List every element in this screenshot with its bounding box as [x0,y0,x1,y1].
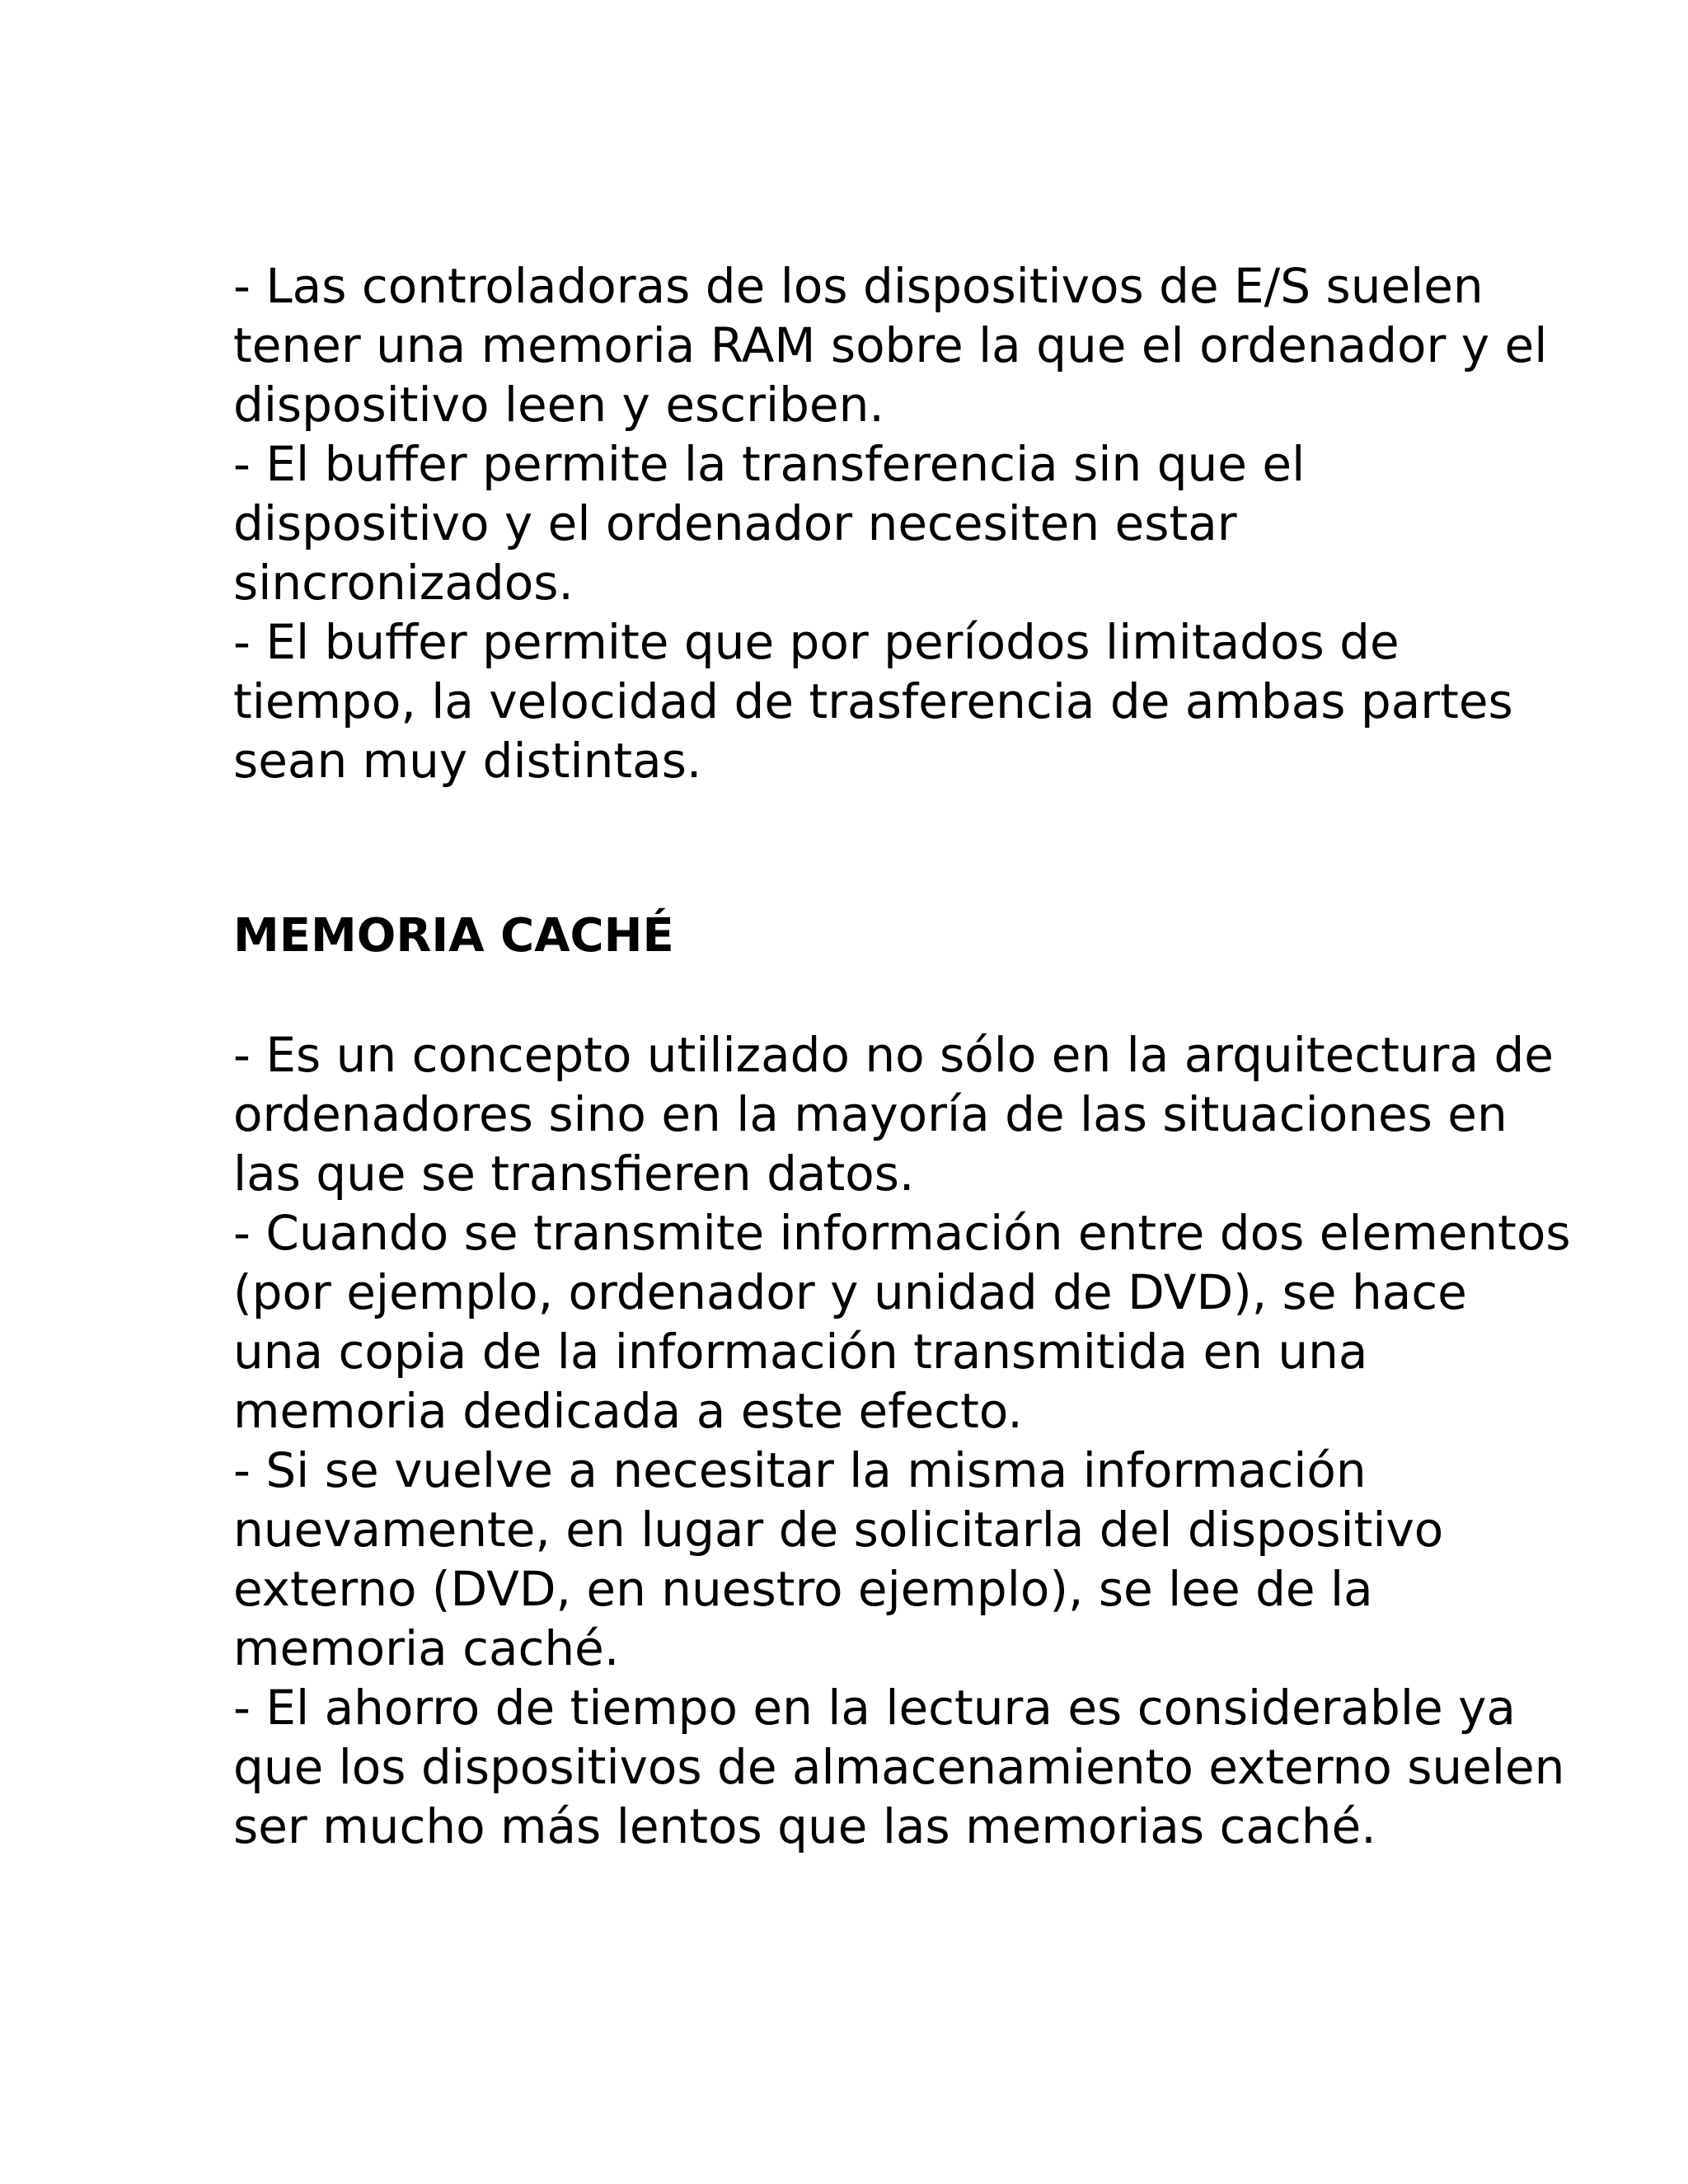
text-line: que los dispositivos de almacenamiento externo suelen [233,1739,1565,1795]
text-line: - El buffer permite la transferencia sin que el [233,436,1306,492]
section-heading: MEMORIA CACHÉ [233,909,674,963]
text-line: - Cuando se transmite información entre dos elementos [233,1205,1571,1261]
text-line: - Si se vuelve a necesitar la misma información [233,1442,1367,1498]
text-line: memoria caché. [233,1620,620,1676]
text-line: sean muy distintas. [233,733,702,789]
text-line: nuevamente, en lugar de solicitarla del dispositivo [233,1502,1444,1558]
text-line: - El ahorro de tiempo en la lectura es considerable ya [233,1680,1516,1736]
text-line: ordenadores sino en la mayoría de las situaciones en [233,1086,1507,1142]
text-line: - Es un concepto utilizado no sólo en la arquitectura de [233,1027,1554,1083]
text-line: memoria dedicada a este efecto. [233,1383,1023,1439]
buffer-paragraph [233,256,1548,790]
text-line: sincronizados. [233,555,574,611]
text-line: - El buffer permite que por períodos limitados de [233,614,1400,670]
cache-paragraph [233,1025,1571,1856]
text-line: externo (DVD, en nuestro ejemplo), se lee de la [233,1561,1373,1617]
text-line: ser mucho más lentos que las memorias caché. [233,1798,1376,1854]
text-line: las que se transfieren datos. [233,1146,915,1202]
text-line: - Las controladoras de los dispositivos de E/S suelen [233,258,1484,314]
text-line: (por ejemplo, ordenador y unidad de DVD), se hace [233,1264,1467,1320]
text-line: tiempo, la velocidad de trasferencia de ambas partes [233,673,1513,729]
text-line: tener una memoria RAM sobre la que el ordenador y el [233,317,1548,373]
text-line: una copia de la información transmitida en una [233,1324,1368,1380]
text-line: dispositivo y el ordenador necesiten estar [233,495,1237,551]
text-line: dispositivo leen y escriben. [233,377,884,433]
